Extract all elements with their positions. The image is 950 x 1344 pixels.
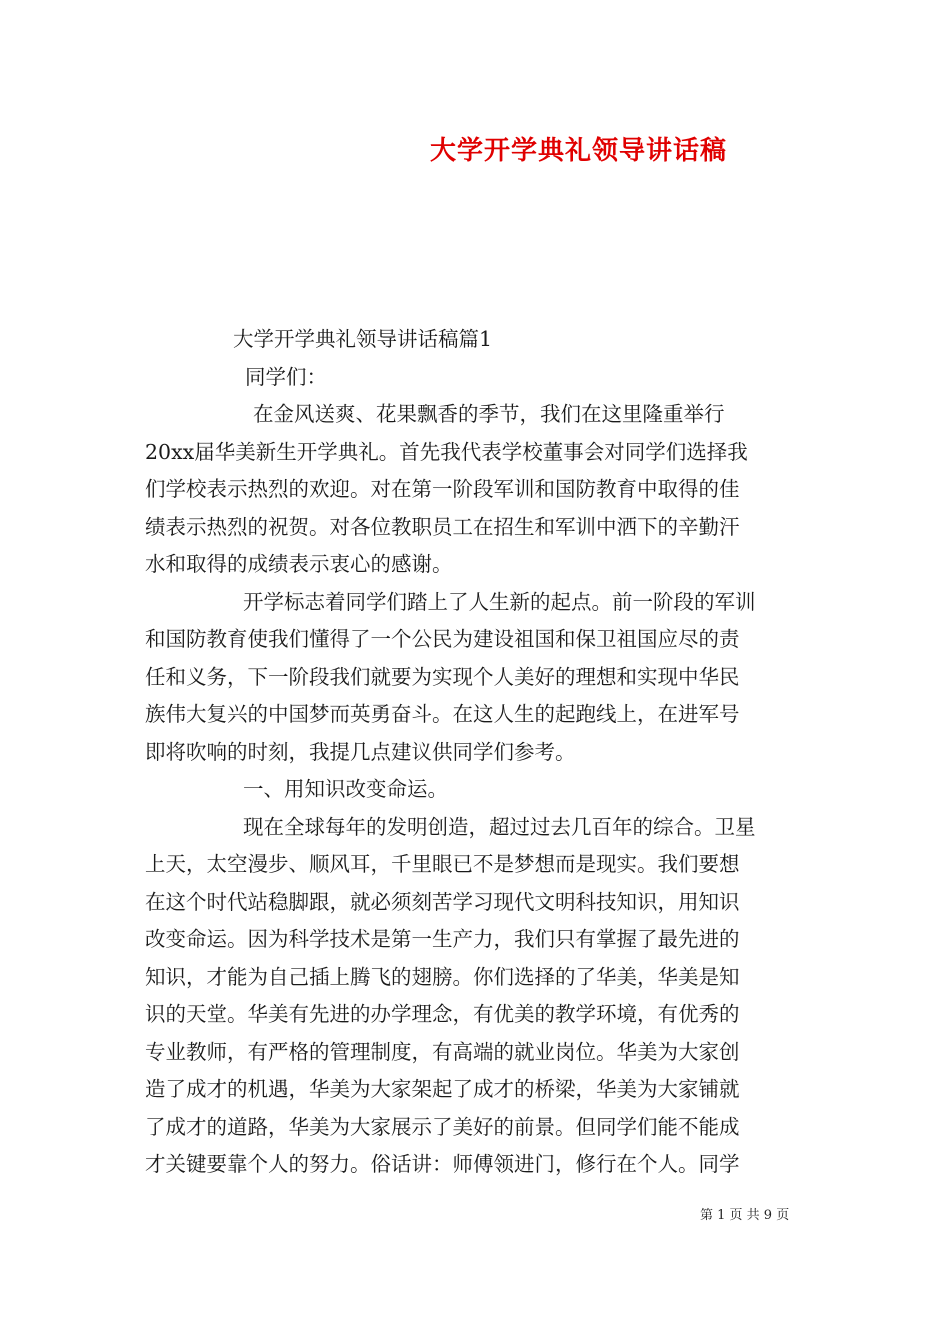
paragraph-1-line-1: 在金风送爽、花果飘香的季节，我们在这里隆重举行: [253, 402, 725, 426]
document-title: 大学开学典礼领导讲话稿: [430, 136, 728, 166]
paragraph-4-line-8: 造了成才的机遇，华美为大家架起了成才的桥梁，华美为大家铺就: [145, 1077, 740, 1101]
paragraph-2-line-2: 和国防教育使我们懂得了一个公民为建设祖国和保卫祖国应尽的责: [145, 627, 740, 651]
paragraph-4-line-1: 现在全球每年的发明创造，超过过去几百年的综合。卫星: [243, 814, 756, 839]
paragraph-1-line-4: 绩表示热烈的祝贺。对各位教职员工在招生和军训中洒下的辛勤汗: [145, 514, 740, 539]
point-one-heading: 一、用知识改变命运。: [243, 777, 448, 801]
paragraph-4-line-4: 改变命运。因为科学技术是第一生产力，我们只有掌握了最先进的: [145, 927, 740, 951]
paragraph-4-line-10: 才关键要靠个人的努力。俗话讲：师傅领进门，修行在个人。同学: [145, 1152, 740, 1176]
document-body: [145, 321, 807, 1184]
paragraph-4-line-5: 知识，才能为自己插上腾飞的翅膀。你们选择的了华美，华美是知: [145, 964, 740, 989]
section-heading: 大学开学典礼领导讲话稿篇1: [233, 327, 493, 351]
paragraph-4-line-7: 专业教师，有严格的管理制度，有高端的就业岗位。华美为大家创: [145, 1039, 740, 1064]
page-footer: 第 1 页 共 9 页: [700, 1208, 790, 1223]
paragraph-4-line-3: 在这个时代站稳脚跟，就必须刻苦学习现代文明科技知识，用知识: [145, 889, 740, 914]
paragraph-2-line-4: 族伟大复兴的中国梦而英勇奋斗。在这人生的起跑线上，在进军号: [145, 702, 740, 726]
paragraph-4-line-6: 识的天堂。华美有先进的办学理念，有优美的教学环境，有优秀的: [145, 1002, 740, 1026]
paragraph-1-line-2: 20xx届华美新生开学典礼。首先我代表学校董事会对同学们选择我: [145, 439, 748, 464]
paragraph-2-line-5: 即将吹响的时刻，我提几点建议供同学们参考。: [145, 739, 576, 764]
paragraph-2-line-3: 任和义务，下一阶段我们就要为实现个人美好的理想和实现中华民: [145, 664, 740, 689]
salutation: 同学们：: [245, 364, 327, 389]
paragraph-2-line-1: 开学标志着同学们踏上了人生新的起点。前一阶段的军训: [243, 589, 756, 614]
paragraph-4-line-2: 上天，太空漫步、顺风耳，千里眼已不是梦想而是现实。我们要想: [145, 852, 740, 876]
paragraph-4-line-9: 了成才的道路，华美为大家展示了美好的前景。但同学们能不能成: [145, 1114, 740, 1139]
paragraph-1-line-5: 水和取得的成绩表示衷心的感谢。: [145, 552, 453, 576]
paragraph-1-line-3: 们学校表示热烈的欢迎。对在第一阶段军训和国防教育中取得的佳: [145, 477, 740, 501]
